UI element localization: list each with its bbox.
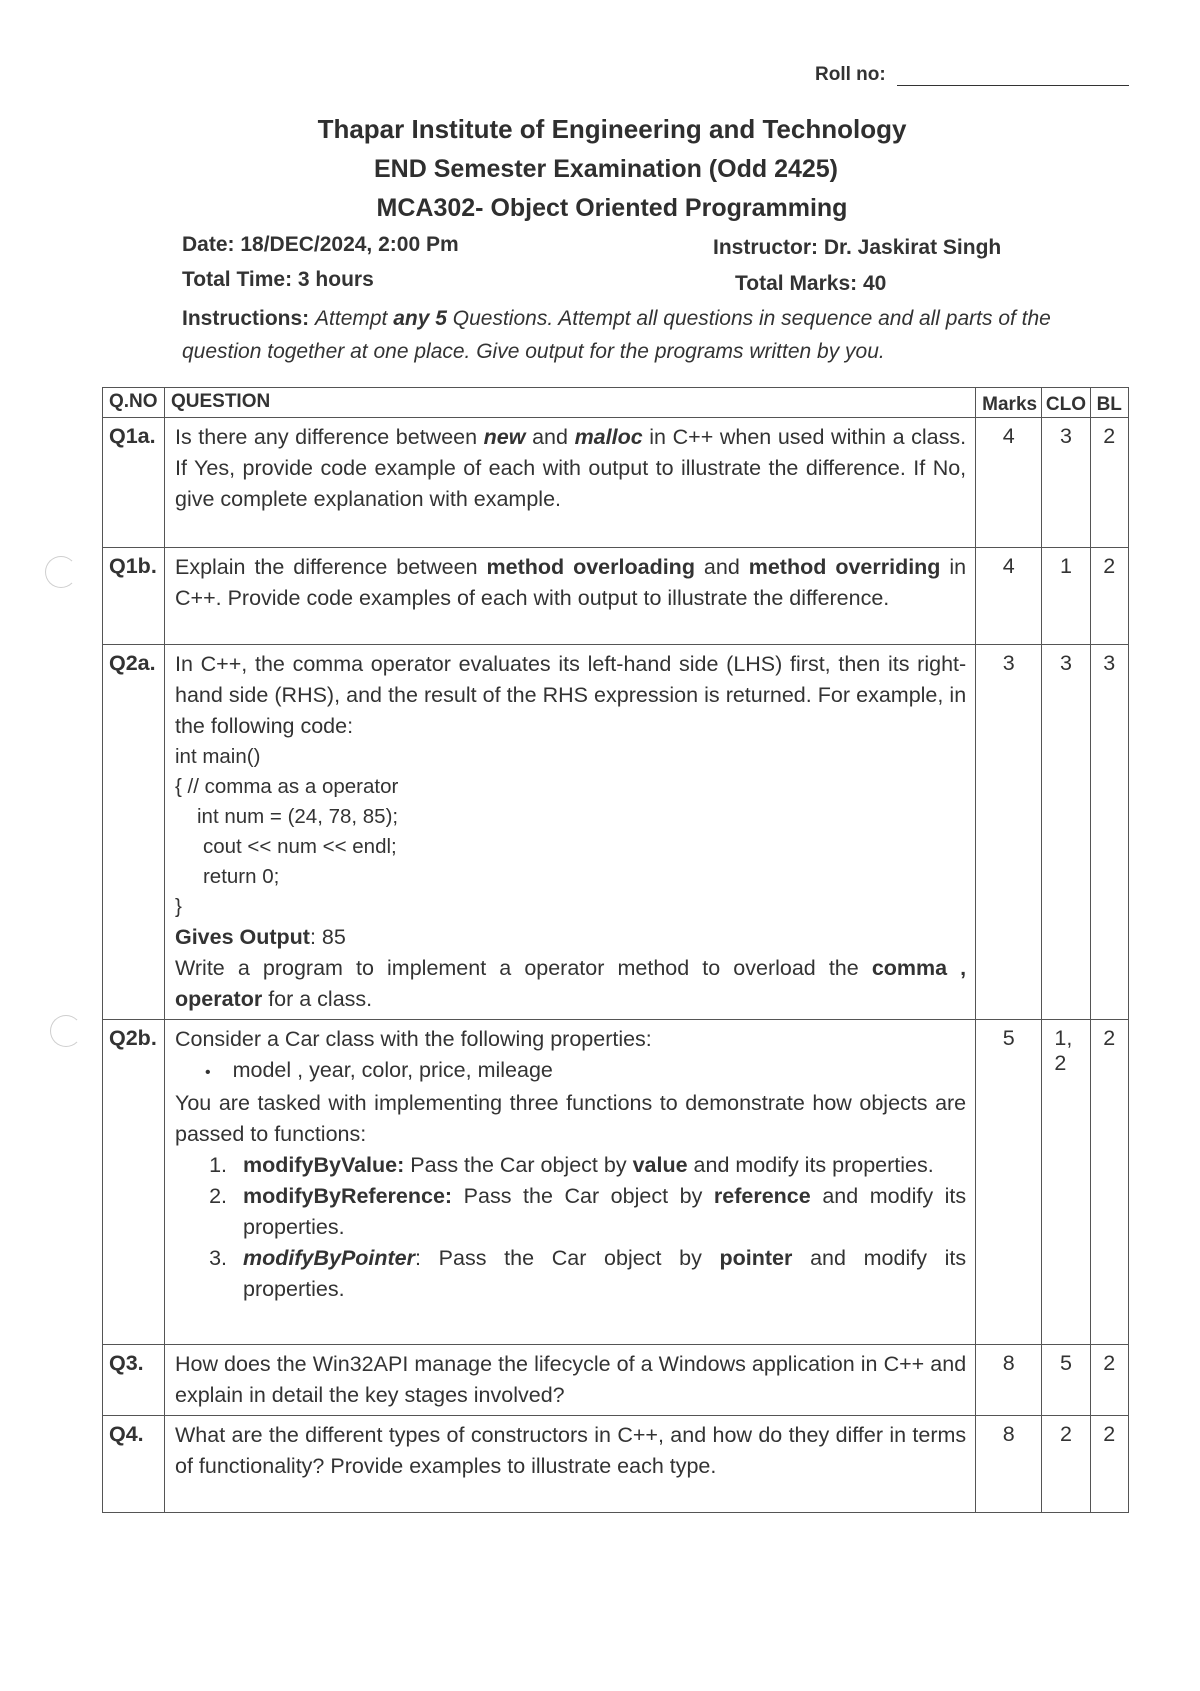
item-name: modifyByValue:	[242, 1153, 405, 1177]
q2a-text	[164, 645, 975, 1020]
item-keyword: pointer	[719, 1246, 793, 1270]
instructions	[182, 302, 1107, 368]
q2a-keyword-comma: comma , operator	[174, 956, 967, 1011]
item-text: : Pass the Car object by	[415, 1246, 702, 1270]
header-question: QUESTION	[164, 388, 975, 418]
q2b-task: You are tasked with implementing three functions to demonstrate how objects are passed to functions:	[174, 1091, 967, 1146]
code-line: cout << num << endl;	[202, 835, 397, 858]
code-line: int num = (24, 78, 85);	[196, 805, 399, 828]
roll-no-label: Roll no:	[815, 64, 886, 85]
item-name: modifyByReference:	[242, 1184, 453, 1208]
q2a-text-part: Write a program to implement a operator method to overload the	[174, 956, 859, 980]
exam-title: END Semester Examination (Odd 2425)	[373, 155, 839, 183]
q1b-number: Q1b.	[103, 548, 165, 645]
q4-bl: 2	[1090, 1416, 1129, 1513]
punch-hole-mark	[45, 556, 77, 588]
total-time: Total Time: 3 hours	[182, 268, 374, 291]
q2b-text	[164, 1020, 975, 1345]
q2a-bl: 3	[1090, 645, 1129, 1020]
q3-number: Q3.	[103, 1345, 165, 1416]
q1b-text	[164, 548, 975, 645]
q1a-number: Q1a.	[103, 418, 165, 548]
punch-hole-mark	[50, 1015, 82, 1047]
q2a-output-label: Gives Output	[174, 925, 310, 949]
item-text: Pass the Car object by	[410, 1153, 627, 1177]
q4-marks: 8	[976, 1416, 1042, 1513]
q2a-text-part: for a class.	[268, 987, 373, 1011]
q4-text: What are the different types of constructors in C++, and how do they differ in terms of functionality? Provide examples to illustrate each type.	[164, 1416, 975, 1513]
q1b-bl: 2	[1090, 548, 1129, 645]
q2a-number: Q2a.	[103, 645, 165, 1020]
item-name: modifyByPointer	[242, 1246, 416, 1270]
code-line: { // comma as a operator	[174, 775, 399, 798]
q2a-clo: 3	[1042, 645, 1090, 1020]
table-row	[103, 1416, 1129, 1513]
q2b-number: Q2b.	[103, 1020, 165, 1345]
item-keyword: reference	[713, 1184, 811, 1208]
list-item	[233, 1181, 966, 1243]
q2a-output	[175, 922, 966, 953]
questions-table	[102, 387, 1129, 1513]
header-marks: Marks	[976, 388, 1042, 418]
q3-bl: 2	[1090, 1345, 1129, 1416]
code-line: return 0;	[202, 865, 280, 888]
q3-text: How does the Win32API manage the lifecycle of a Windows application in C++ and explain in detail the key stages involved?	[164, 1345, 975, 1416]
item-text: and modify its properties.	[242, 1246, 967, 1301]
header-clo: CLO	[1042, 388, 1090, 418]
instructor-name: Instructor: Dr. Jaskirat Singh	[713, 236, 1002, 259]
table-row	[103, 548, 1129, 645]
q1b-clo: 1	[1042, 548, 1090, 645]
q1b-keyword-overriding: method overriding	[748, 555, 941, 579]
q1a-marks: 4	[976, 418, 1042, 548]
q1a-bl: 2	[1090, 418, 1129, 548]
q2b-clo: 1, 2	[1042, 1020, 1090, 1345]
header-bl: BL	[1090, 388, 1129, 418]
q4-number: Q4.	[103, 1416, 165, 1513]
q3-clo: 5	[1042, 1345, 1090, 1416]
q1a-keyword-malloc: malloc	[574, 425, 643, 449]
q2a-marks: 3	[976, 645, 1042, 1020]
q1b-text-part: in C++. Provide code examples of each with output to illustrate the difference.	[174, 555, 967, 610]
item-text: and modify its properties.	[693, 1153, 934, 1177]
q1a-text-part: and	[532, 425, 568, 449]
table-header-row	[103, 388, 1129, 418]
q1b-text-part: and	[703, 555, 740, 579]
total-marks: Total Marks: 40	[735, 272, 887, 295]
q1a-clo: 3	[1042, 418, 1090, 548]
q2b-bl: 2	[1090, 1020, 1129, 1345]
q2b-marks: 5	[976, 1020, 1042, 1345]
q2a-output-value: : 85	[309, 925, 346, 949]
table-row	[103, 1345, 1129, 1416]
q4-clo: 2	[1042, 1416, 1090, 1513]
q2a-task	[175, 953, 966, 1015]
q3-marks: 8	[976, 1345, 1042, 1416]
instructions-label: Instructions:	[182, 307, 310, 330]
code-line: }	[174, 895, 182, 918]
q1a-text	[164, 418, 975, 548]
q2b-intro: Consider a Car class with the following properties:	[174, 1027, 652, 1051]
list-item: • model , year, color, price, mileage	[235, 1055, 966, 1088]
instructions-text-a: Attempt	[315, 307, 388, 330]
item-text: and modify its properties.	[242, 1184, 967, 1239]
item-text: Pass the Car object by	[463, 1184, 703, 1208]
q1b-keyword-overloading: method overloading	[486, 555, 695, 579]
q2b-numbered-list	[175, 1150, 966, 1305]
table-row	[103, 418, 1129, 548]
instructions-text-b: any 5	[393, 307, 447, 330]
header-qno: Q.NO	[103, 388, 165, 418]
q2b-bullet-list	[175, 1055, 966, 1088]
table-row	[103, 1020, 1129, 1345]
table-row	[103, 645, 1129, 1020]
q1a-text-part: Is there any difference between	[174, 425, 478, 449]
item-keyword: value	[632, 1153, 688, 1177]
institute-name: Thapar Institute of Engineering and Technology	[317, 114, 907, 144]
q1b-marks: 4	[976, 548, 1042, 645]
q1b-text-part: Explain the difference between	[174, 555, 478, 579]
q1a-text-part: in C++ when used within a class. If Yes, provide code example of each with output to illustrate the difference. If No, give complete explanation with example.	[174, 425, 967, 511]
list-item	[233, 1243, 966, 1305]
q2a-code-block	[175, 742, 966, 922]
roll-no-blank-line	[897, 85, 1129, 86]
exam-date: Date: 18/DEC/2024, 2:00 Pm	[182, 233, 459, 256]
code-line: int main()	[174, 745, 261, 768]
q2a-intro: In C++, the comma operator evaluates its left-hand side (LHS) first, then its right-hand side (RHS), and the result of the RHS expression is returned. For example, in the following code:	[174, 652, 967, 738]
q1a-keyword-new: new	[483, 425, 526, 449]
course-title: MCA302- Object Oriented Programming	[376, 194, 848, 222]
list-item	[233, 1150, 966, 1181]
instructions-text-c: Questions. Attempt all questions in sequence and all parts of the question together at one place. Give output for the programs written by you.	[182, 307, 1051, 363]
